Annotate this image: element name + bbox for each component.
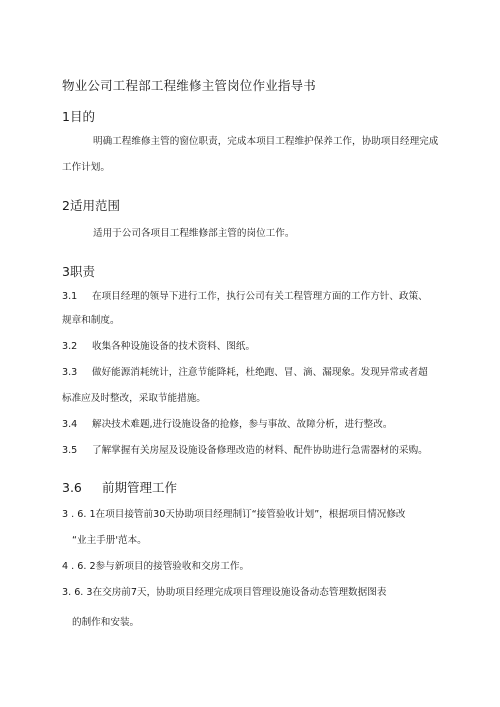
duty-item-3-1-line1 xyxy=(62,292,428,302)
duty-item-3-1-line2: 规章和制度。 xyxy=(62,315,120,326)
subitem-3-6-3-line2: 的制作和安装。 xyxy=(72,617,140,628)
duty-item-number: 3.4 xyxy=(62,419,78,430)
document-title: 物业公司工程部工程维修主管岗位作业指导书 xyxy=(62,78,317,93)
duty-item-3-4 xyxy=(62,420,392,430)
duty-item-text: 在项目经理的领导下进行工作，执行公司有关工程管理方面的工作方针、政策、 xyxy=(92,291,428,302)
duty-item-text: 收集各种设施设备的技术资料、图纸。 xyxy=(92,341,256,352)
purpose-paragraph-line2: 工作计划。 xyxy=(62,162,110,173)
section-heading-purpose: 1目的 xyxy=(62,109,95,124)
duty-item-text: 了解掌握有关房屋及设施设备修理改造的材料、配件协助进行急需器材的采购。 xyxy=(92,445,428,456)
scope-paragraph: 适用于公司各项目工程维修部主管的岗位工作。 xyxy=(93,228,295,239)
subitem-3-6-3-line1: 3. 6. 3在交房前7天，协助项目经理完成项目管理设施设备动态管理数据图表 xyxy=(62,587,387,598)
subitem-3-6-1-line2: “业主手册'范本。 xyxy=(72,535,147,546)
subsection-title: 前期管理工作 xyxy=(102,480,178,495)
duty-item-number: 3.2 xyxy=(62,341,78,352)
subsection-heading-early-management xyxy=(62,478,177,496)
duty-item-number: 3.3 xyxy=(62,367,78,378)
subitem-3-6-2: 4 . 6. 2参与新项目的接管验收和交房工作。 xyxy=(62,561,250,572)
duty-item-number: 3.5 xyxy=(62,445,78,456)
duty-item-3-3-line2: 标准应及时整改，采取节能措施。 xyxy=(62,393,206,404)
duty-item-text: 做好能源消耗统计，注意节能降耗，杜绝跑、冒、滴、漏现象。发现异常或者超 xyxy=(92,367,428,378)
subsection-number: 3.6 xyxy=(62,480,82,495)
duty-item-3-2 xyxy=(62,342,255,352)
purpose-paragraph-line1: 明确工程维修主管的窗位职责，完成本项目工程维护保养工作，协助项目经理完成 xyxy=(93,136,439,147)
subitem-3-6-1-line1: 3 . 6. 1在项目接管前30天协助项目经理制订“接管验收计划”，根据项目情况修改 xyxy=(62,509,406,520)
duty-item-3-3-line1 xyxy=(62,368,428,378)
section-heading-scope: 2适用范围 xyxy=(62,198,120,213)
duty-item-text: 解决技术难题,进行设施设备的抢修，参与事故、故障分析，进行整改。 xyxy=(92,419,393,430)
section-heading-duties: 3职责 xyxy=(62,264,95,279)
duty-item-number: 3.1 xyxy=(62,291,78,302)
duty-item-3-5 xyxy=(62,446,428,456)
